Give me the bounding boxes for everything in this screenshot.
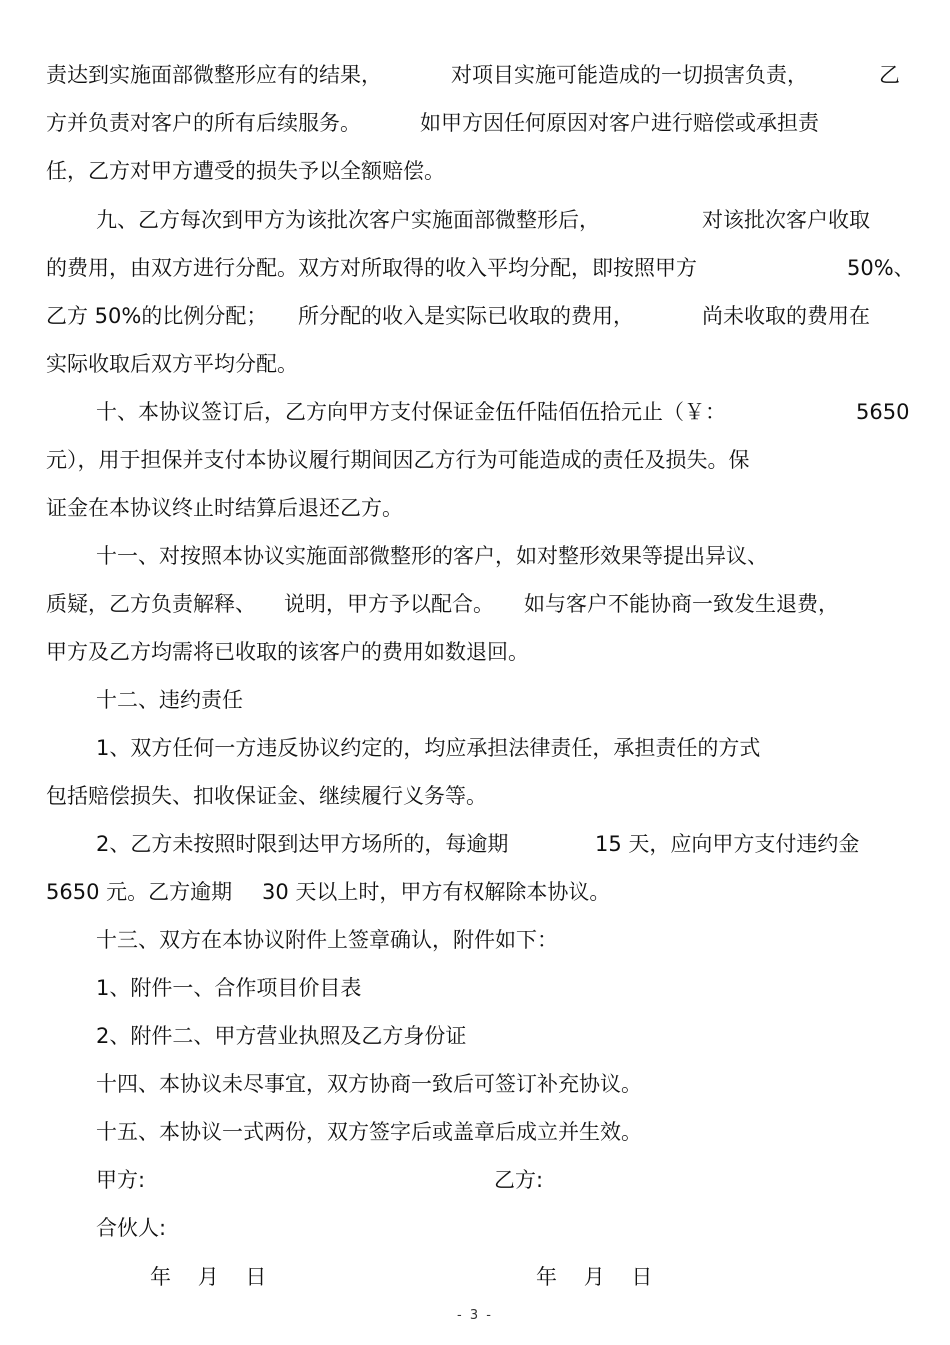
text-segment: 对该批次客户收取 (702, 208, 870, 232)
text-segment: 任，乙方对甲方遭受的损失予以全额赔偿。 (46, 159, 445, 183)
text-segment: 元），用于担保并支付本协议履行期间因乙方行为可能造成的责任及损失。保 (46, 448, 750, 472)
text-segment: 尚未收取的费用在 (702, 304, 870, 328)
text-segment: 5650 (856, 400, 910, 424)
text-segment: 十五、本协议一式两份，双方签字后或盖章后成立并生效。 (96, 1120, 642, 1144)
text-segment: 30 天以上时，甲方有权解除本协议。 (262, 880, 611, 904)
text-segment: 甲方及乙方均需将已收取的该客户的费用如数退回。 (46, 640, 529, 664)
text-segment: 乙方 50%的比例分配； (46, 304, 268, 328)
text-segment: 责达到实施面部微整形应有的结果， (46, 63, 382, 87)
text-segment: 九、乙方每次到甲方为该批次客户实施面部微整形后， (96, 208, 600, 232)
text-segment: 十三、双方在本协议附件上签章确认，附件如下： (96, 928, 558, 952)
partner-label: 合伙人: (96, 1216, 167, 1240)
text-segment: 15 天，应向甲方支付违约金 (595, 832, 860, 856)
text-segment: 2、附件二、甲方营业执照及乙方身份证 (96, 1024, 467, 1048)
text-segment: 1、双方任何一方违反协议约定的，均应承担法律责任，承担责任的方式 (96, 736, 761, 760)
text-segment: 证金在本协议终止时结算后退还乙方。 (46, 496, 403, 520)
text-segment: 十、本协议签订后，乙方向甲方支付保证金伍仟陆佰伍拾元止（￥： (96, 400, 726, 424)
text-segment: 十二、违约责任 (96, 688, 243, 712)
text-segment: 乙 (879, 63, 900, 87)
party-a-label: 甲方: (96, 1168, 146, 1192)
text-segment: 50%、 (847, 256, 915, 280)
text-segment: 1、附件一、合作项目价目表 (96, 976, 362, 1000)
text-segment: 十四、本协议未尽事宜，双方协商一致后可签订补充协议。 (96, 1072, 642, 1096)
text-segment: 如甲方因任何原因对客户进行赔偿或承担责 (420, 111, 819, 135)
party-b-label: 乙方: (494, 1168, 544, 1192)
text-segment: 的费用，由双方进行分配。双方对所取得的收入平均分配，即按照甲方 (46, 256, 697, 280)
page-number: - 3 - (457, 1308, 493, 1323)
text-segment: 十一、对按照本协议实施面部微整形的客户，如对整形效果等提出异议、 (96, 544, 768, 568)
text-segment: 2、乙方未按照时限到达甲方场所的，每逾期 (96, 832, 509, 856)
date-a: 年 月 日 (150, 1265, 267, 1289)
text-segment: 所分配的收入是实际已收取的费用， (298, 304, 634, 328)
text-segment: 说明，甲方予以配合。 (284, 592, 494, 616)
text-segment: 方并负责对客户的所有后续服务。 (46, 111, 361, 135)
text-segment: 如与客户不能协商一致发生退费， (524, 592, 839, 616)
text-segment: 实际收取后双方平均分配。 (46, 352, 298, 376)
text-segment: 包括赔偿损失、扣收保证金、继续履行义务等。 (46, 784, 487, 808)
date-b: 年 月 日 (536, 1265, 653, 1289)
text-segment: 对项目实施可能造成的一切损害负责， (451, 63, 808, 87)
text-segment: 质疑，乙方负责解释、 (46, 592, 256, 616)
text-segment: 5650 元。乙方逾期 (46, 880, 233, 904)
